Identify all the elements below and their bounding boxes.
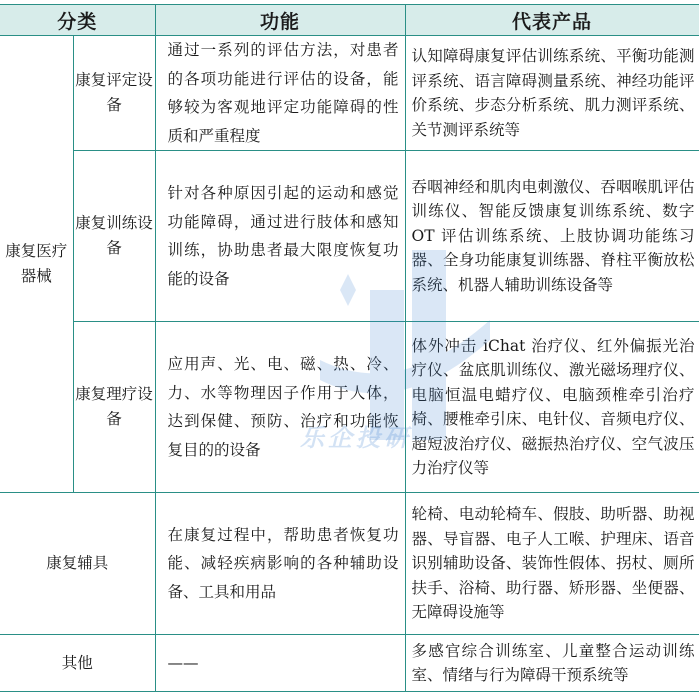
header-function: 功能 xyxy=(155,5,405,36)
header-products: 代表产品 xyxy=(405,5,699,36)
products-cell: 吞咽神经和肌肉电刺激仪、吞咽喉肌评估训练仪、智能反馈康复训练系统、数字 OT 评估训练系统、上肢协调功能练习器、全身功能康复训练器、脊柱平衡放松系统、机器人辅助训练设备等 xyxy=(405,151,699,322)
category-cell: 其他 xyxy=(0,635,155,692)
products-cell: 多感官综合训练室、儿童整合运动训练室、情绪与行为障碍干预系统等 xyxy=(405,635,699,692)
subcategory-cell: 康复训练设备 xyxy=(73,151,155,322)
products-cell: 认知障碍康复评估训练系统、平衡功能测评系统、语言障碍测量系统、神经功能评价系统、步态分析系统、肌力测评系统、关节测评系统等 xyxy=(405,36,699,151)
subcategory-cell: 康复理疗设备 xyxy=(73,322,155,493)
table-row xyxy=(0,322,699,493)
group-medical-devices: 康复医疗器械 xyxy=(0,36,73,493)
rehab-classification-table xyxy=(0,4,699,692)
table-row xyxy=(0,493,699,635)
watermark-text: 乐企投研 xyxy=(300,423,412,452)
table-row xyxy=(0,36,699,151)
function-cell: —— xyxy=(155,635,405,692)
table-row xyxy=(0,151,699,322)
products-cell: 轮椅、电动轮椅车、假肢、助听器、助视器、导盲器、电子人工喉、护理床、语音识别辅助设备、装饰性假体、拐杖、厕所扶手、浴椅、助行器、矫形器、坐便器、无障碍设施等 xyxy=(405,493,699,635)
header-row xyxy=(0,5,699,36)
function-cell: 通过一系列的评估方法，对患者的各项功能进行评估的设备，能够较为客观地评定功能障碍的性质和严重程度 xyxy=(155,36,405,151)
function-cell: 应用声、光、电、磁、热、冷、力、水等物理因子作用于人体，达到保健、预防、治疗和功能恢复目的的设备 xyxy=(155,322,405,493)
table-row xyxy=(0,635,699,692)
function-cell: 在康复过程中，帮助患者恢复功能、减轻疾病影响的各种辅助设备、工具和用品 xyxy=(155,493,405,635)
header-category: 分类 xyxy=(0,5,155,36)
category-cell: 康复辅具 xyxy=(0,493,155,635)
products-cell: 体外冲击 iChat 治疗仪、红外偏振光治疗仪、盆底肌训练仪、激光磁场理疗仪、电脑恒温电蜡疗仪、电脑颈椎牵引治疗椅、腰椎牵引床、电针仪、音频电疗仪、超短波治疗仪、磁振热治疗仪、空气波压力治疗仪等 xyxy=(405,322,699,493)
subcategory-cell: 康复评定设备 xyxy=(73,36,155,151)
function-cell: 针对各种原因引起的运动和感觉功能障碍，通过进行肢体和感知训练，协助患者最大限度恢复功能的设备 xyxy=(155,151,405,322)
